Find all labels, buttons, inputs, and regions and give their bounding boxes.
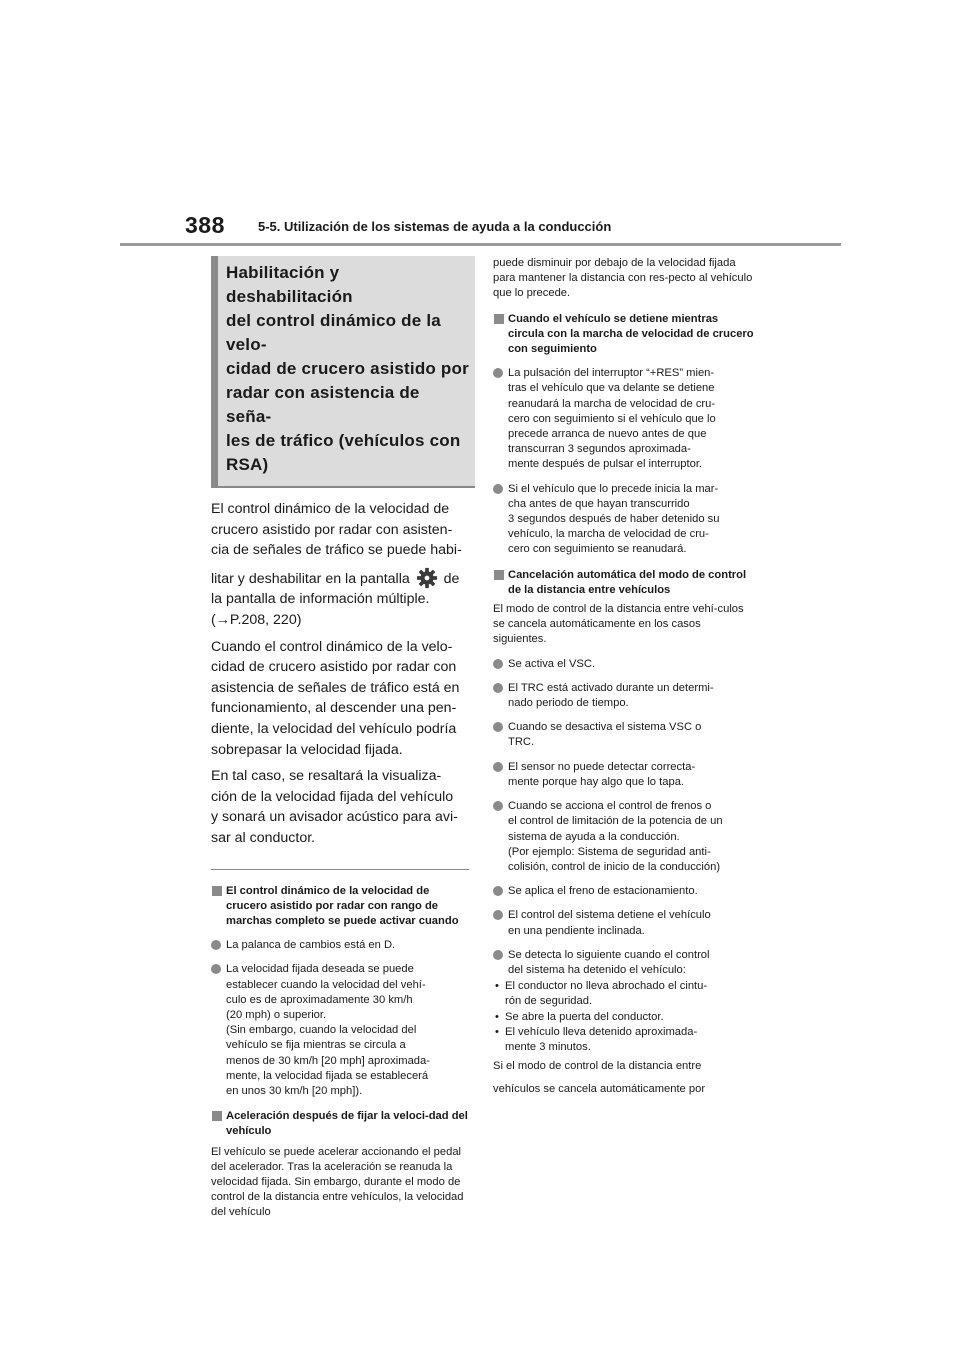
intro-line: funcionamiento, al descender una pen- <box>211 700 457 717</box>
intro-text: de <box>443 570 460 587</box>
round-bullet-icon <box>493 683 503 693</box>
intro-line: cia de señales de tráfico se puede habi- <box>211 542 462 559</box>
notes-left <box>211 884 469 1221</box>
square-bullet-icon <box>494 314 504 324</box>
bullet-item: Cuando se desactiva el sistema VSC o TRC. <box>493 720 755 750</box>
intro-line: crucero asistido por radar con asisten- <box>211 521 453 538</box>
left-column <box>211 256 469 1221</box>
continued-paragraph: puede disminuir por debajo de la velocidad fijada para mantener la distancia con res-pecto al vehículo que lo precede. <box>493 257 753 300</box>
page-reference: (→P.208, 220) <box>211 611 302 628</box>
section-title: 5-5. Utilización de los sistemas de ayuda a la conducción <box>258 219 612 234</box>
round-bullet-icon <box>493 368 503 378</box>
round-bullet-icon <box>493 801 503 811</box>
round-bullet-icon <box>493 910 503 920</box>
intro-line: diente, la velocidad del vehículo podría <box>211 720 457 737</box>
square-bullet-icon <box>494 570 504 580</box>
page-number: 388 <box>185 212 225 238</box>
intro-paragraph-3 <box>211 766 469 848</box>
round-bullet-icon <box>211 964 221 974</box>
list-item: • El vehículo lleva detenido aproximada- mente 3 minutos. <box>493 1025 755 1055</box>
square-bullet-icon <box>212 886 222 896</box>
intro-line: sobrepasar la velocidad fijada. <box>211 741 403 758</box>
list-marker: • <box>495 980 499 993</box>
intro-paragraph-1 <box>211 499 469 631</box>
sub-heading: Cancelación automática del modo de control de la distancia entre vehículos <box>493 568 755 598</box>
note-paragraph: El modo de control de la distancia entre vehí-culos se cancela automáticamente en los casos siguientes. <box>493 603 744 646</box>
sub-heading: Aceleración después de fijar la veloci-dad del vehículo <box>211 1109 469 1139</box>
right-column <box>493 256 755 1098</box>
title-line: cidad de crucero asistido por <box>226 359 469 378</box>
title-line: radar con asistencia de seña- <box>226 383 420 426</box>
round-bullet-icon <box>493 484 503 494</box>
intro-line: ción de la velocidad fijada del vehículo <box>211 788 454 805</box>
bullet-item: La pulsación del interruptor “+RES” mien- tras el vehículo que va delante se detiene reanudará la marcha de velocidad de cru- cero con seguimiento si el vehículo que lo precede arranca de nuevo antes de que transcurran 3 segundos aproximada- mente después de pulsar el interruptor. <box>493 366 755 472</box>
bullet-item: El TRC está activado durante un determi- nado periodo de tiempo. <box>493 681 755 711</box>
bullet-item: El sensor no puede detectar correcta- mente porque hay algo que lo tapa. <box>493 760 755 790</box>
round-bullet-icon <box>493 950 503 960</box>
square-bullet-icon <box>212 1111 222 1121</box>
intro-line: asistencia de señales de tráfico está en <box>211 679 460 696</box>
divider <box>211 869 469 870</box>
bullet-item: Se aplica el freno de estacionamiento. <box>493 884 755 899</box>
bullet-item: La palanca de cambios está en D. <box>211 938 469 953</box>
round-bullet-icon <box>211 940 221 950</box>
sub-heading: Cuando el vehículo se detiene mientras circula con la marcha de velocidad de crucero con seguimiento <box>493 312 755 358</box>
bullet-item: Se activa el VSC. <box>493 657 755 672</box>
header-rule <box>120 243 841 246</box>
title-line: RSA) <box>226 455 269 474</box>
bullet-item: Se detecta lo siguiente cuando el control del sistema ha detenido el vehículo: <box>493 948 755 978</box>
bullet-item: Cuando se acciona el control de frenos o el control de limitación de la potencia de un sistema de ayuda a la conducción. (Por ejemplo: Sistema de seguridad anti- colisión, control de inicio de la conducción) <box>493 799 755 875</box>
list-item: • Se abre la puerta del conductor. <box>493 1010 755 1025</box>
bullet-item: El control del sistema detiene el vehículo en una pendiente inclinada. <box>493 908 755 938</box>
title-line: les de tráfico (vehículos con <box>226 431 461 450</box>
intro-line: En tal caso, se resaltará la visualiza- <box>211 768 442 785</box>
intro-paragraph-2 <box>211 637 469 761</box>
note-paragraph: El vehículo se puede acelerar accionando el pedal del acelerador. Tras la aceleración se reanuda la velocidad fijada. Sin embargo, durante el modo de control de la distancia entre vehículos, la velocidad del vehículo <box>211 1145 464 1219</box>
list-item: • El conductor no lleva abrochado el cintu- rón de seguridad. <box>493 979 755 1009</box>
round-bullet-icon <box>493 722 503 732</box>
intro-text: litar y deshabilitar en la pantalla <box>211 570 410 587</box>
list-marker: • <box>495 1010 499 1023</box>
intro-line: cidad de crucero asistido por radar con <box>211 659 457 676</box>
gear-icon <box>416 567 438 589</box>
sub-heading: El control dinámico de la velocidad de crucero asistido por radar con rango de marchas completo se puede activar cuando <box>211 884 469 930</box>
intro-line-with-icon <box>211 567 469 590</box>
round-bullet-icon <box>493 762 503 772</box>
bullet-item: Si el vehículo que lo precede inicia la mar- cha antes de que hayan transcurrido 3 segundos después de haber detenido su vehículo, la marcha de velocidad de cru- cero con seguimiento se reanudará. <box>493 482 755 558</box>
list-marker: • <box>495 1025 499 1038</box>
title-box <box>211 256 475 488</box>
bullet-item: La velocidad fijada deseada se puede establecer cuando la velocidad del vehí- culo es de aproximadamente 30 km/h (20 mph) o superior. (Sin embargo, cuando la velocidad del vehículo se fija mientras se circula a menos de 30 km/h [20 mph] aproximada- mente, la velocidad fijada se establecerá en unos 30 km/h [20 mph]). <box>211 962 469 1099</box>
intro-line: Cuando el control dinámico de la velo- <box>211 638 453 655</box>
title-line: del control dinámico de la velo- <box>226 311 441 354</box>
intro-line: sar al conductor. <box>211 829 316 846</box>
intro-line: El control dinámico de la velocidad de <box>211 501 450 517</box>
round-bullet-icon <box>493 886 503 896</box>
title-line: Habilitación y deshabilitación <box>226 263 353 306</box>
dash-list <box>493 979 755 1055</box>
note-paragraph: Si el modo de control de la distancia entre <box>493 1060 702 1073</box>
note-paragraph: vehículos se cancela automáticamente por <box>493 1083 706 1096</box>
intro-line: y sonará un avisador acústico para avi- <box>211 809 458 826</box>
intro-line: la pantalla de información múltiple. <box>211 591 430 608</box>
round-bullet-icon <box>493 659 503 669</box>
